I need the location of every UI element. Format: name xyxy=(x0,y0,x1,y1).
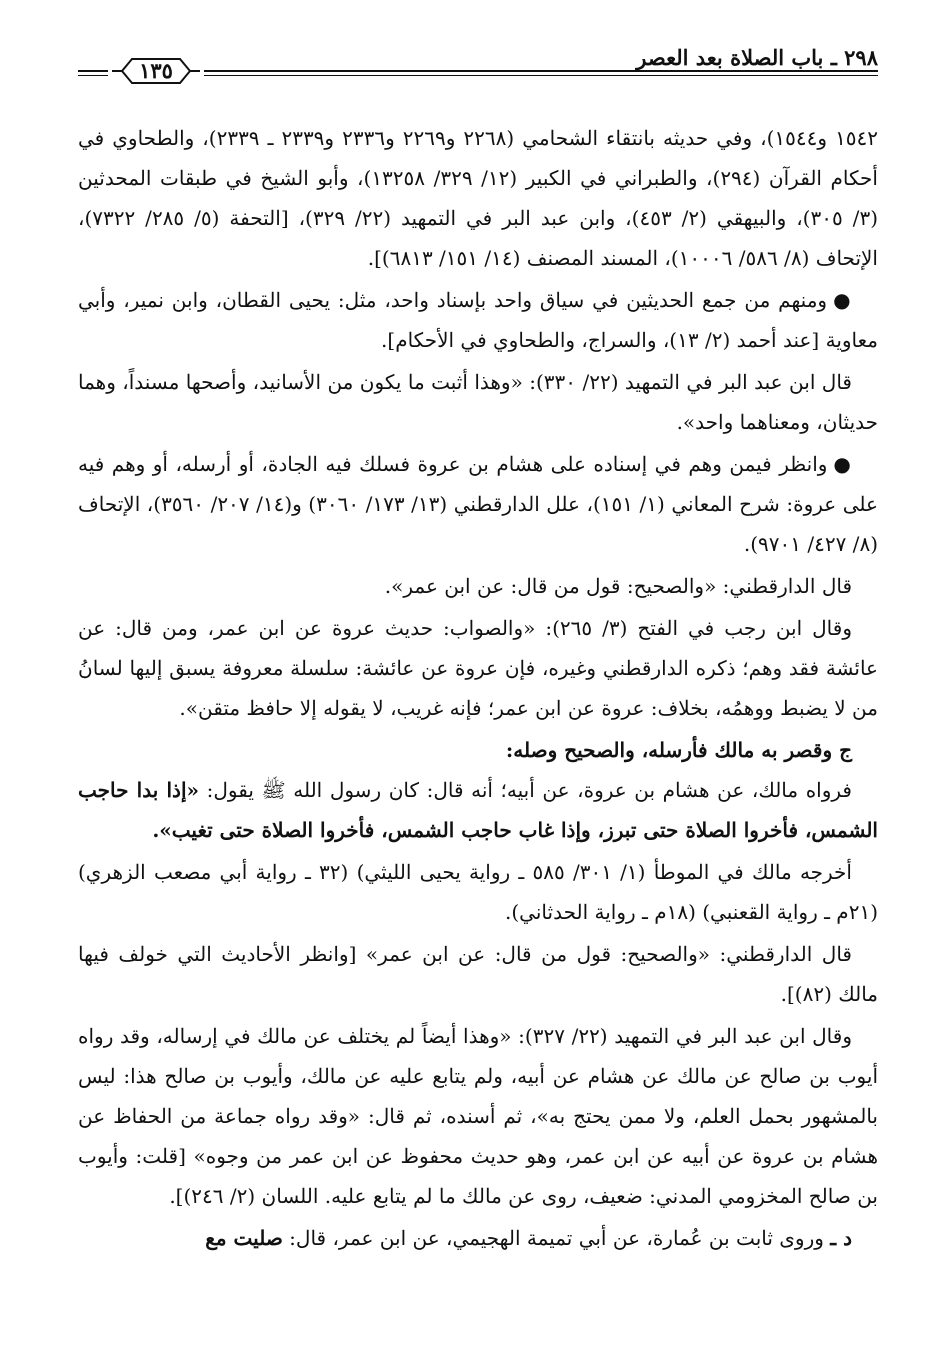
bullet-icon: ● xyxy=(833,288,853,312)
page-header xyxy=(78,44,878,88)
paragraph-ibn-rajab: وقال ابن رجب في الفتح (٣/ ٢٦٥): «والصواب: حديث عروة عن ابن عمر، ومن قال: عن عائشة فقد وهم؛ ذكره الدارقطني وغيره، فإن عروة عن عائشة: سلسلة معروفة يسبق إليها لسانُ من لا يضبط ووهمُه، بخلاف: عروة عن ابن عمر؛ فإنه غريب، لا يقوله إلا حافظ متقن». xyxy=(78,616,878,720)
paragraph-bullet-combined xyxy=(78,280,878,360)
section-label: د ـ xyxy=(830,1226,852,1250)
paragraph-text: ومنهم من جمع الحديثين في سياق واحد بإسناد واحد، مثل: يحيى القطان، وابن نمير، وأبي معاوية [عند أحمد (٢/ ١٣)، والسراج، والطحاوي في الأحكام]. xyxy=(78,288,878,352)
paragraph-bullet-errors xyxy=(78,444,878,564)
paragraph-malik-narration xyxy=(78,770,878,850)
section-heading-c xyxy=(78,730,878,770)
paragraph-text: وانظر فيمن وهم في إسناده على هشام بن عروة فسلك فيه الجادة، أو أرسله، أو وهم فيه على عروة: شرح المعاني (١/ ١٥١)، علل الدارقطني (١٣/ ١٧٣/ ٣٠٦٠) و(١٤/ ٢٠٧/ ٣٥٦٠)، الإتحاف (٨/ ٤٢٧/ ٩٧٠١). xyxy=(78,452,878,556)
section-heading-text: وقصر به مالك فأرسله، والصحيح وصله: xyxy=(505,738,833,762)
page-number: ١٣٥ xyxy=(139,58,173,83)
hadith-text: صليت مع xyxy=(205,1226,283,1250)
running-title: ٢٩٨ ـ باب الصلاة بعد العصر xyxy=(626,46,878,70)
paragraph-ibn-abd-al-barr: قال ابن عبد البر في التمهيد (٢٢/ ٣٣٠): «وهذا أثبت ما يكون من الأسانيد، وأصحها مسنداً، وهما حديثان، ومعناهما واحد». xyxy=(78,370,878,434)
section-label: ج xyxy=(839,738,852,762)
paragraph-references: ١٥٤٢ و١٥٤٤)، وفي حديثه بانتقاء الشحامي (٢٢٦٨ و٢٢٦٩ و٢٣٣٦ و٢٣٣٩ ـ ٢٣٣٩)، والطحاوي في أحكام القرآن (٢٩٤)، والطبراني في الكبير (١٢/ ٣٢٩/ ١٣٢٥٨)، وأبو الشيخ في طبقات المحدثين (٣/ ٣٠٥)، والبيهقي (٢/ ٤٥٣)، وابن عبد البر في التمهيد (٢٢/ ٣٢٩)، [التحفة (٥/ ٢٨٥/ ٧٣٢٢)، الإتحاف (٨/ ٥٨٦/ ١٠٠٠٦)، المسند المصنف (١٤/ ١٥١/ ٦٨١٣)]. xyxy=(78,126,879,270)
paragraph-text: فرواه مالك، عن هشام بن عروة، عن أبيه؛ أنه قال: كان رسول الله ﷺ يقول: xyxy=(199,778,852,802)
paragraph-tamhid: وقال ابن عبد البر في التمهيد (٢٢/ ٣٢٧): «وهذا أيضاً لم يختلف عن مالك في إرساله، وقد رواه أيوب بن صالح عن مالك عن هشام عن أبيه، ولم يتابع عليه عن مالك، وأيوب بن صالح هذا: ليس بالمشهور بحمل العلم، ولا ممن يحتج به»، ثم أسنده، ثم قال: «وقد رواه جماعة من الحفاظ عن هشام بن عروة عن أبيه عن ابن عمر، وهو حديث محفوظ عن ابن عمر من وجوه» [قلت: وأيوب بن صالح المخزومي المدني: ضعيف، روى عن مالك ما لم يتابع عليه. اللسان (٢/ ٢٤٦)]. xyxy=(78,1024,878,1208)
page-body xyxy=(78,118,878,1260)
bullet-icon: ● xyxy=(833,452,852,476)
paragraph-daraqutni: قال الدارقطني: «والصحيح: قول من قال: عن ابن عمر». xyxy=(384,574,852,598)
paragraph-text: وروى ثابت بن عُمارة، عن أبي تميمة الهجيمي، عن ابن عمر، قال: xyxy=(282,1226,824,1250)
paragraph-daraqutni-2: قال الدارقطني: «والصحيح: قول من قال: عن ابن عمر» [وانظر الأحاديث التي خولف فيها مالك (٨٢)]. xyxy=(78,942,878,1006)
paragraph-muwatta: أخرجه مالك في الموطأ (١/ ٣٠١/ ٥٨٥ ـ رواية يحيى الليثي) (٣٢ ـ رواية أبي مصعب الزهري) (٢١م ـ رواية القعنبي) (١٨م ـ رواية الحدثاني). xyxy=(78,860,878,924)
hadith-text: «إذا بدا حاجب الشمس، فأخروا الصلاة حتى تبرز، وإذا غاب حاجب الشمس، فأخروا الصلاة حتى تغيب». xyxy=(78,778,878,842)
section-d xyxy=(78,1218,878,1258)
page-number-badge xyxy=(108,56,204,86)
